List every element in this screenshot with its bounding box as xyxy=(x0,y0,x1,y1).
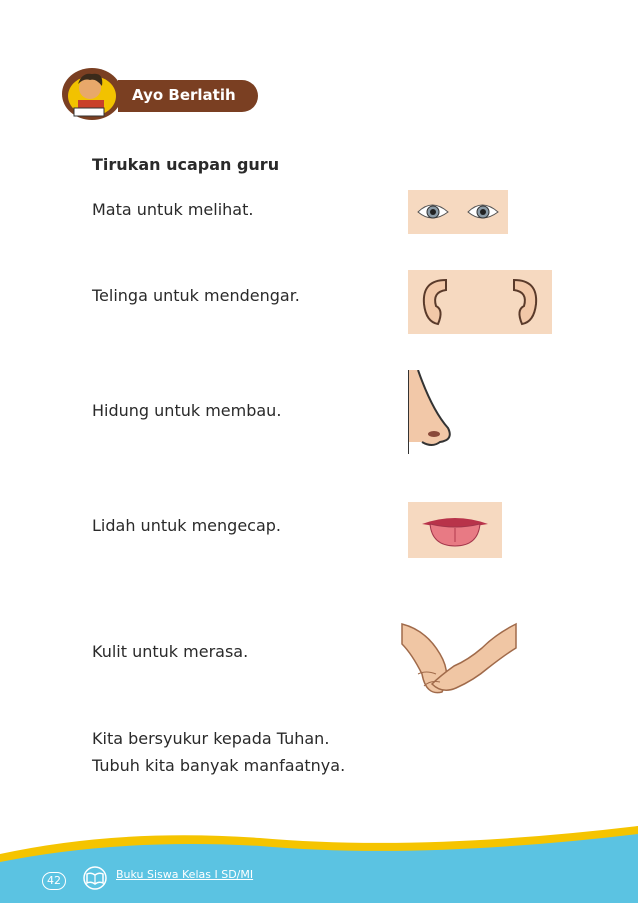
closing-line-2: Tubuh kita banyak manfaatnya. xyxy=(92,756,346,775)
section-header-label: Ayo Berlatih xyxy=(132,86,236,104)
book-title-link[interactable]: Buku Siswa Kelas I SD/MI xyxy=(116,868,254,881)
ears-image xyxy=(408,270,552,338)
tongue-image xyxy=(408,502,502,562)
section-header xyxy=(118,80,258,112)
sentence-kulit: Kulit untuk merasa. xyxy=(92,642,249,661)
nose-image xyxy=(408,370,458,458)
book-icon xyxy=(80,866,110,894)
page-number: 42 xyxy=(42,872,66,890)
sentence-telinga: Telinga untuk mendengar. xyxy=(92,286,300,305)
hands-image xyxy=(396,604,518,712)
eyes-image xyxy=(408,190,508,238)
instruction-title: Tirukan ucapan guru xyxy=(92,155,280,174)
sentence-lidah: Lidah untuk mengecap. xyxy=(92,516,282,535)
sentence-hidung: Hidung untuk membau. xyxy=(92,401,282,420)
mascot-icon xyxy=(60,64,124,124)
closing-line-1: Kita bersyukur kepada Tuhan. xyxy=(92,729,330,748)
sentence-mata: Mata untuk melihat. xyxy=(92,200,254,219)
